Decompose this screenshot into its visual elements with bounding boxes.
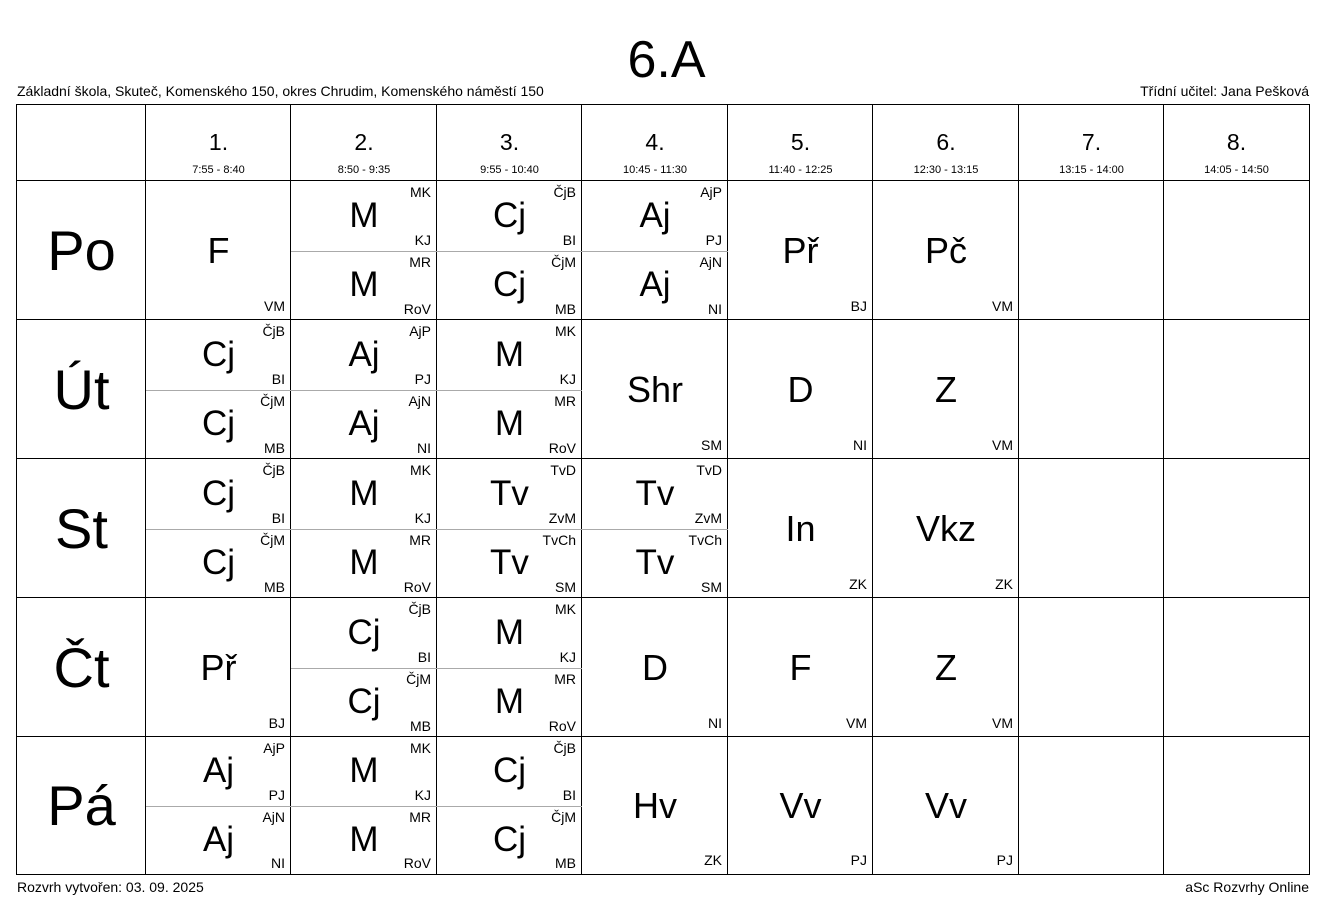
group-code: MK [410, 740, 431, 756]
lesson-group [291, 390, 437, 460]
teacher-code: KJ [414, 786, 431, 803]
lesson-group [437, 529, 582, 599]
group-divider [582, 529, 728, 530]
group-code: TvCh [542, 531, 576, 548]
subject: Př [200, 646, 237, 688]
group-code: TvCh [688, 531, 722, 548]
group-divider [437, 529, 582, 530]
lesson-group [291, 459, 437, 529]
created-date: Rozvrh vytvořen: 03. 09. 2025 [17, 879, 204, 895]
group-divider [291, 529, 437, 530]
group-code: ČjB [262, 462, 285, 478]
period-time: 7:55 - 8:40 [192, 164, 245, 176]
group-code: ČjB [553, 740, 576, 756]
lesson-group [146, 737, 291, 806]
group-divider [291, 251, 437, 252]
teacher-code: NI [853, 437, 867, 453]
subject: Pč [924, 229, 967, 271]
teacher-code: BI [562, 231, 576, 248]
subject: M [494, 612, 525, 652]
teacher-code: KJ [414, 231, 431, 248]
subject: Cj [492, 819, 527, 859]
subject: M [494, 682, 525, 722]
lesson-cell [291, 459, 437, 598]
lesson-group [291, 806, 437, 875]
teacher-code: SM [555, 579, 576, 595]
lesson-cell [437, 598, 582, 737]
lesson-cell [146, 737, 291, 874]
group-divider [437, 806, 582, 807]
subject: Tv [635, 543, 675, 583]
lesson-group [291, 668, 437, 738]
period-time: 14:05 - 14:50 [1204, 164, 1269, 176]
teacher-code: KJ [559, 648, 576, 665]
group-divider [146, 390, 291, 391]
subject: Cj [201, 543, 236, 583]
subject: Aj [202, 819, 235, 859]
period-header [873, 105, 1019, 181]
lesson-group [582, 529, 728, 599]
group-divider [291, 668, 437, 669]
app-name: aSc Rozvrhy Online [1185, 879, 1309, 895]
lesson-cell [291, 737, 437, 874]
subject: Cj [347, 682, 381, 722]
subject: M [349, 265, 379, 305]
group-divider [146, 806, 291, 807]
period-number: 8. [1226, 129, 1247, 155]
lesson-cell [146, 320, 291, 459]
lesson-group [437, 390, 582, 460]
lesson-group [437, 459, 582, 529]
group-code: TvD [550, 462, 576, 478]
teacher-code: BJ [850, 298, 867, 314]
group-code: MK [410, 184, 431, 200]
subject: M [349, 543, 379, 583]
period-time: 8:50 - 9:35 [337, 164, 391, 176]
timetable-grid [16, 104, 1310, 875]
period-time: 13:15 - 14:00 [1059, 164, 1124, 176]
teacher-code: MB [264, 440, 285, 456]
teacher-code: RoV [548, 718, 576, 734]
lesson-cell [728, 737, 873, 874]
teacher-code: BI [417, 648, 431, 665]
group-code: AjP [263, 740, 285, 756]
lesson-cell [728, 181, 873, 320]
subject: Cj [347, 612, 381, 652]
day-label: Po [47, 219, 116, 282]
empty-cell [1019, 181, 1164, 320]
subject: Cj [492, 265, 527, 305]
lesson-cell [728, 320, 873, 459]
teacher-code: PJ [414, 370, 431, 387]
lesson-cell [873, 181, 1019, 320]
subject: Z [935, 368, 957, 410]
group-divider [582, 251, 728, 252]
teacher-code: KJ [414, 509, 431, 526]
lesson-cell [146, 459, 291, 598]
subject: M [349, 751, 379, 791]
lesson-cell [873, 459, 1019, 598]
day-label: Pá [47, 774, 116, 837]
lesson-cell [291, 181, 437, 320]
class-title: 6.A [627, 31, 706, 89]
teacher-code: BI [271, 370, 285, 387]
empty-cell [1019, 737, 1164, 874]
subject: D [787, 368, 814, 410]
lesson-group [582, 251, 728, 321]
group-code: ČjM [551, 808, 576, 825]
lesson-group [146, 390, 291, 460]
lesson-cell [437, 737, 582, 874]
lesson-cell [873, 737, 1019, 874]
day-label: Čt [53, 636, 110, 699]
teacher-code: ZvM [548, 509, 576, 526]
period-number: 5. [790, 129, 811, 155]
group-code: MK [555, 601, 576, 617]
subject: Hv [633, 784, 677, 826]
lesson-group [437, 806, 582, 875]
subject: In [785, 507, 816, 549]
subject: D [642, 646, 668, 688]
subject: F [207, 229, 230, 271]
teacher-code: RoV [403, 855, 431, 871]
period-number: 3. [499, 129, 520, 155]
teacher-code: RoV [403, 301, 431, 317]
period-time: 10:45 - 11:30 [622, 164, 687, 176]
lesson-group [291, 737, 437, 806]
lesson-cell [437, 181, 582, 320]
subject: M [349, 195, 379, 235]
teacher-code: NI [271, 855, 285, 871]
lesson-cell [437, 459, 582, 598]
day-label: Út [53, 358, 110, 421]
subject: Aj [639, 265, 671, 305]
lesson-group [146, 529, 291, 599]
teacher-code: MB [555, 855, 576, 871]
lesson-cell [582, 320, 728, 459]
group-code: MR [409, 253, 431, 270]
period-header [437, 105, 582, 181]
subject: Cj [201, 404, 236, 444]
teacher-code: ZvM [694, 509, 722, 526]
group-code: ČjM [406, 670, 431, 687]
group-code: TvD [696, 462, 722, 478]
group-divider [437, 251, 582, 252]
group-divider [437, 390, 582, 391]
teacher-code: NI [417, 440, 431, 456]
subject: Tv [490, 473, 529, 513]
group-code: AjP [409, 323, 431, 339]
group-divider [437, 668, 582, 669]
lesson-cell [146, 181, 291, 320]
subject: Aj [202, 751, 235, 791]
teacher-code: ZK [995, 576, 1013, 592]
lesson-group [437, 320, 582, 390]
period-header [146, 105, 291, 181]
period-time: 12:30 - 13:15 [913, 164, 979, 176]
period-number: 6. [936, 129, 956, 155]
period-time: 11:40 - 12:25 [768, 164, 833, 176]
subject: Vv [779, 784, 822, 826]
period-time: 9:55 - 10:40 [480, 164, 539, 176]
lesson-group [582, 181, 728, 251]
lesson-group [291, 181, 437, 251]
teacher-code: PJ [996, 852, 1013, 868]
empty-cell [1164, 320, 1309, 459]
lesson-group [291, 598, 437, 668]
teacher-code: VM [846, 715, 867, 731]
period-number: 1. [208, 129, 229, 155]
lesson-group [146, 320, 291, 390]
subject: Aj [348, 334, 380, 374]
teacher-code: VM [992, 437, 1013, 453]
period-number: 4. [645, 129, 665, 155]
group-code: AjP [700, 184, 722, 200]
school-name: Základní škola, Skuteč, Komenského 150, okres Chrudim, Komenského náměstí 150 [17, 83, 544, 99]
group-code: ČjM [551, 253, 576, 270]
teacher-code: BI [562, 786, 576, 803]
period-number: 7. [1081, 129, 1102, 155]
lesson-cell [291, 320, 437, 459]
lesson-group [437, 181, 582, 251]
subject: F [789, 646, 812, 688]
subject: Vkz [915, 507, 976, 549]
teacher-code: VM [992, 298, 1013, 314]
lesson-group [582, 459, 728, 529]
lesson-group [146, 459, 291, 529]
group-code: ČjM [260, 392, 285, 409]
lesson-cell [582, 598, 728, 737]
group-code: MR [409, 808, 431, 825]
period-header [291, 105, 437, 181]
subject: Shr [626, 368, 684, 410]
subject: Tv [490, 543, 529, 583]
subject: Z [935, 646, 957, 688]
teacher-code: PJ [705, 231, 722, 248]
lesson-cell [582, 459, 728, 598]
group-code: AjN [699, 253, 722, 270]
day-label: St [55, 497, 108, 560]
empty-cell [1019, 320, 1164, 459]
lesson-cell [728, 459, 873, 598]
lesson-group [291, 320, 437, 390]
empty-cell [1019, 598, 1164, 737]
class-teacher: Třídní učitel: Jana Pešková [1140, 83, 1309, 99]
group-divider [291, 390, 437, 391]
lesson-group [146, 806, 291, 875]
lesson-group [437, 668, 582, 738]
subject: Př [782, 229, 819, 271]
subject: Cj [201, 334, 236, 374]
teacher-code: MB [555, 301, 576, 317]
teacher-code: MB [264, 579, 285, 595]
teacher-code: VM [992, 715, 1013, 731]
lesson-cell [728, 598, 873, 737]
empty-cell [1019, 459, 1164, 598]
group-code: AjN [262, 808, 285, 825]
teacher-code: PJ [850, 852, 867, 868]
teacher-code: RoV [403, 579, 431, 595]
lesson-cell [146, 598, 291, 737]
teacher-code: ZK [849, 576, 867, 592]
group-code: ČjB [553, 184, 576, 200]
group-code: MR [554, 670, 576, 687]
lesson-group [437, 737, 582, 806]
subject: Aj [639, 195, 671, 235]
group-code: ČjM [260, 531, 285, 548]
lesson-cell [582, 181, 728, 320]
subject: M [494, 334, 525, 374]
period-header [1019, 105, 1164, 181]
subject: Cj [492, 195, 527, 235]
empty-cell [1164, 459, 1309, 598]
teacher-code: NI [708, 301, 722, 317]
period-header [1164, 105, 1309, 181]
subject: Tv [635, 473, 675, 513]
period-number: 2. [354, 129, 374, 155]
teacher-code: VM [264, 298, 285, 314]
lesson-cell [873, 598, 1019, 737]
lesson-cell [873, 320, 1019, 459]
lesson-cell [582, 737, 728, 874]
teacher-code: SM [701, 437, 722, 453]
group-divider [146, 529, 291, 530]
subject: M [349, 819, 379, 859]
teacher-code: ZK [704, 852, 722, 868]
teacher-code: BJ [268, 715, 285, 731]
empty-cell [1164, 598, 1309, 737]
lesson-group [437, 251, 582, 321]
teacher-code: KJ [559, 370, 576, 387]
group-code: ČjB [262, 323, 285, 339]
empty-cell [1164, 181, 1309, 320]
group-code: MR [554, 392, 576, 409]
subject: Aj [348, 404, 380, 444]
group-code: MR [409, 531, 431, 548]
lesson-group [437, 598, 582, 668]
subject: Cj [492, 751, 527, 791]
subject: Vv [924, 784, 967, 826]
subject: M [494, 404, 525, 444]
teacher-code: SM [701, 579, 722, 595]
group-code: MK [555, 323, 576, 339]
group-divider [291, 806, 437, 807]
teacher-code: RoV [548, 440, 576, 456]
group-code: ČjB [408, 601, 431, 617]
group-code: AjN [408, 392, 431, 409]
empty-cell [1164, 737, 1309, 874]
period-header [582, 105, 728, 181]
teacher-code: NI [708, 715, 722, 731]
subject: Cj [201, 473, 236, 513]
group-code: MK [410, 462, 431, 478]
lesson-group [291, 529, 437, 599]
teacher-code: MB [410, 718, 431, 734]
teacher-code: BI [271, 509, 285, 526]
teacher-code: PJ [268, 786, 285, 803]
lesson-cell [291, 598, 437, 737]
lesson-group [291, 251, 437, 321]
subject: M [349, 473, 379, 513]
lesson-cell [437, 320, 582, 459]
period-header [728, 105, 873, 181]
